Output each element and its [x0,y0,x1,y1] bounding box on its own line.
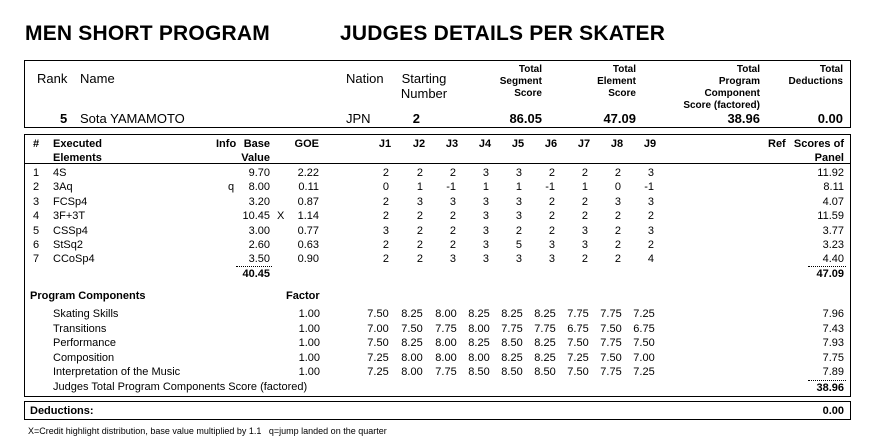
element-base-value: 8.00 [248,181,270,194]
element-number: 2 [33,181,40,194]
element-judge-score: 2 [416,253,423,266]
deductions-label: Deductions: [30,405,94,417]
component-judge-score: 8.00 [468,351,490,364]
col-info-header: Info [216,138,237,150]
rank-label: Rank [37,71,68,86]
judge-header-4: J4 [478,138,492,150]
element-judge-score: 3 [548,253,555,266]
element-panel-score: 8.11 [823,181,844,194]
element-judge-score: 2 [382,210,389,223]
element-judge-score: 2 [416,210,423,223]
element-judge-score: 3 [382,224,389,237]
element-name: 3Aq [53,181,73,194]
element-judge-score: 2 [382,167,389,179]
component-judge-score: 8.50 [501,337,523,350]
element-base-value: 3.00 [248,224,270,237]
component-panel-score: 7.89 [822,366,844,379]
component-judge-score: 8.25 [468,308,490,320]
component-judge-score: 7.75 [600,308,622,320]
element-judge-score: 4 [647,253,654,266]
pcs-total-label: Judges Total Program Components Score (factored) [53,381,308,393]
component-judge-score: 7.50 [401,322,423,335]
element-judge-score: 0 [614,181,621,194]
element-panel-score: 4.07 [822,195,844,208]
element-judge-score: 3 [548,239,555,251]
element-judge-score: 3 [581,224,588,237]
element-panel-score: 11.92 [817,167,844,179]
nation-label: Nation [346,71,384,86]
element-judge-score: 3 [515,253,522,266]
component-panel-score: 7.96 [822,308,844,320]
element-judge-score: 2 [548,167,555,179]
element-number: 4 [33,210,40,223]
element-judge-score: 2 [548,195,555,208]
element-base-value: 3.20 [248,195,270,208]
component-judge-score: 7.75 [501,322,523,335]
component-panel-score: 7.93 [822,337,844,350]
element-judge-score: 2 [515,224,522,237]
element-judge-score: 3 [647,167,654,179]
col-goe-header: GOE [294,138,319,150]
element-number: 6 [33,239,40,251]
element-judge-score: 1 [515,181,522,194]
component-judge-score: 6.75 [567,322,589,335]
element-judge-score: 3 [449,195,456,208]
elements-panel-total: 47.09 [816,268,844,280]
element-judge-score: 2 [581,253,588,266]
element-judge-score: 1 [416,181,423,194]
element-judge-score: 3 [515,210,522,223]
component-judge-score: 7.75 [435,366,457,379]
element-name: StSq2 [53,239,83,251]
judge-header-7: J7 [577,138,591,150]
component-factor: 1.00 [298,366,320,379]
skater-deductions: 0.00 [817,111,843,126]
total-element-score-label: Total Element Score [597,64,636,99]
component-name: Transitions [53,322,107,335]
component-judge-score: 8.00 [435,337,457,350]
component-judge-score: 8.00 [468,322,490,335]
component-judge-score: 7.00 [633,351,655,364]
col-number-header: # [33,138,40,150]
element-name: CCoSp4 [53,253,95,266]
header-divider [25,163,850,164]
element-goe: 0.87 [297,195,319,208]
element-judge-score: 2 [382,195,389,208]
component-judge-score: 7.75 [567,308,589,320]
component-panel-score: 7.43 [822,322,844,335]
element-judge-score: 3 [482,239,489,251]
element-judge-score: 3 [614,195,621,208]
component-judge-score: 8.50 [468,366,490,379]
judge-header-5: J5 [511,138,525,150]
page-title-left: MEN SHORT PROGRAM [25,22,270,45]
deductions-box [24,401,851,420]
element-judge-score: 2 [449,224,456,237]
element-goe: 0.63 [297,239,319,251]
component-judge-score: 7.75 [435,322,457,335]
element-name: 3F+3T [53,210,86,223]
footnote: X=Credit highlight distribution, base value multiplied by 1.1 q=jump landed on the quarter [28,426,387,436]
component-judge-score: 8.00 [435,308,457,320]
component-factor: 1.00 [298,351,320,364]
element-judge-score: 3 [482,224,489,237]
element-judge-score: 2 [449,239,456,251]
element-judge-score: 2 [614,210,621,223]
skater-tss: 86.05 [509,111,542,126]
element-judge-score: 3 [482,253,489,266]
element-judge-score: 2 [449,167,456,179]
component-judge-score: 7.50 [567,366,589,379]
element-judge-score: 3 [482,167,489,179]
element-judge-score: 2 [581,167,588,179]
deductions-value: 0.00 [822,405,844,417]
element-judge-score: 3 [647,224,654,237]
element-bonus-flag: X [277,210,285,223]
element-judge-score: 2 [647,239,654,251]
element-name: 4S [53,167,67,179]
component-judge-score: 7.50 [367,308,389,320]
page-title-right: JUDGES DETAILS PER SKATER [340,22,666,45]
element-number: 1 [33,167,40,179]
component-judge-score: 7.50 [567,337,589,350]
component-judge-score: 8.25 [534,308,556,320]
component-judge-score: 8.25 [534,337,556,350]
component-judge-score: 7.75 [600,337,622,350]
component-factor: 1.00 [298,308,320,320]
component-judge-score: 8.25 [501,308,523,320]
component-judge-score: 7.00 [367,322,389,335]
component-judge-score: 7.50 [600,351,622,364]
component-factor: 1.00 [298,337,320,350]
element-goe: 0.11 [298,181,319,194]
component-judge-score: 7.25 [567,351,589,364]
component-judge-score: 7.25 [367,351,389,364]
component-judge-score: 8.00 [401,351,423,364]
component-judge-score: 6.75 [633,322,655,335]
element-base-value: 2.60 [248,239,270,251]
component-judge-score: 7.50 [600,322,622,335]
judge-header-3: J3 [445,138,459,150]
skater-tes: 47.09 [603,111,636,126]
component-judge-score: 7.75 [600,366,622,379]
skater-name: Sota YAMAMOTO [80,111,185,126]
element-judge-score: 2 [647,210,654,223]
element-judge-score: 2 [382,239,389,251]
col-executed-header: Executed Elements [53,138,102,164]
element-goe: 1.14 [297,210,319,223]
element-judge-score: 3 [416,195,423,208]
element-goe: 0.90 [297,253,319,266]
component-judge-score: 7.50 [367,337,389,350]
pcs-total-value: 38.96 [816,382,844,394]
element-goe: 2.22 [297,167,319,179]
component-judge-score: 8.25 [468,337,490,350]
element-judge-score: 2 [581,210,588,223]
element-judge-score: -1 [545,181,555,194]
component-panel-score: 7.75 [822,351,844,364]
judge-header-1: J1 [378,138,392,150]
judge-header-9: J9 [643,138,657,150]
skater-nation: JPN [346,111,371,126]
element-panel-score: 3.23 [822,239,844,251]
element-judge-score: 2 [548,210,555,223]
element-judge-score: 3 [581,239,588,251]
element-judge-score: 2 [614,239,621,251]
element-judge-score: -1 [644,181,654,194]
element-number: 3 [33,195,40,208]
element-judge-score: 3 [482,210,489,223]
component-judge-score: 7.50 [633,337,655,350]
element-goe: 0.77 [297,224,319,237]
component-judge-score: 8.50 [534,366,556,379]
element-name: CSSp4 [53,224,88,237]
element-judge-score: 3 [449,253,456,266]
component-judge-score: 8.25 [501,351,523,364]
element-number: 5 [33,224,40,237]
element-judge-score: 2 [416,239,423,251]
element-judge-score: 2 [449,210,456,223]
component-judge-score: 7.75 [534,322,556,335]
program-components-label: Program Components [30,290,146,302]
skater-start-number: 2 [412,111,420,126]
element-base-value: 3.50 [248,253,270,266]
total-segment-score-label: Total Segment Score [499,64,542,99]
element-info: q [228,181,235,194]
component-judge-score: 8.50 [501,366,523,379]
col-scores-panel-header: Scores of Panel [793,138,844,164]
element-judge-score: 2 [382,253,389,266]
element-panel-score: 3.77 [822,224,844,237]
component-judge-score: 8.25 [401,337,423,350]
judge-header-6: J6 [544,138,558,150]
element-judge-score: 1 [581,181,588,194]
component-judge-score: 7.25 [367,366,389,379]
judge-header-2: J2 [412,138,426,150]
element-judge-score: 2 [416,167,423,179]
skater-rank: 5 [60,111,68,126]
component-judge-score: 8.00 [435,351,457,364]
total-pcs-label: Total Program Component Score (factored) [683,64,760,111]
component-judge-score: 8.00 [401,366,423,379]
name-label: Name [80,71,115,86]
element-judge-score: 3 [482,195,489,208]
element-judge-score: 3 [647,195,654,208]
element-number: 7 [33,253,40,266]
element-name: FCSp4 [53,195,88,208]
component-name: Performance [53,337,116,350]
col-ref-header: Ref [768,138,786,150]
element-judge-score: 2 [548,224,555,237]
element-judge-score: 2 [614,224,621,237]
component-judge-score: 8.25 [534,351,556,364]
starting-number-label: Starting Number [400,71,448,101]
factor-label: Factor [286,290,320,302]
element-judge-score: 5 [515,239,522,251]
element-judge-score: 3 [515,195,522,208]
component-name: Composition [53,351,115,364]
component-judge-score: 8.25 [401,308,423,320]
col-base-header: Base Value [241,138,270,164]
component-name: Skating Skills [53,308,119,320]
skater-pcs: 38.96 [727,111,760,126]
element-judge-score: 0 [382,181,389,194]
element-base-value: 9.70 [248,167,270,179]
element-judge-score: 3 [515,167,522,179]
component-factor: 1.00 [298,322,320,335]
element-judge-score: 1 [482,181,489,194]
component-judge-score: 7.25 [633,366,655,379]
element-judge-score: 2 [614,167,621,179]
element-judge-score: 2 [581,195,588,208]
element-judge-score: -1 [446,181,456,194]
element-judge-score: 2 [614,253,621,266]
base-value-total: 40.45 [242,268,270,280]
total-deductions-label: Total Deductions [788,64,843,87]
component-judge-score: 7.25 [633,308,655,320]
element-judge-score: 2 [416,224,423,237]
element-base-value: 10.45 [242,210,270,223]
component-name: Interpretation of the Music [53,366,181,379]
element-panel-score: 11.59 [817,210,844,223]
judge-header-8: J8 [610,138,624,150]
element-panel-score: 4.40 [822,253,844,266]
